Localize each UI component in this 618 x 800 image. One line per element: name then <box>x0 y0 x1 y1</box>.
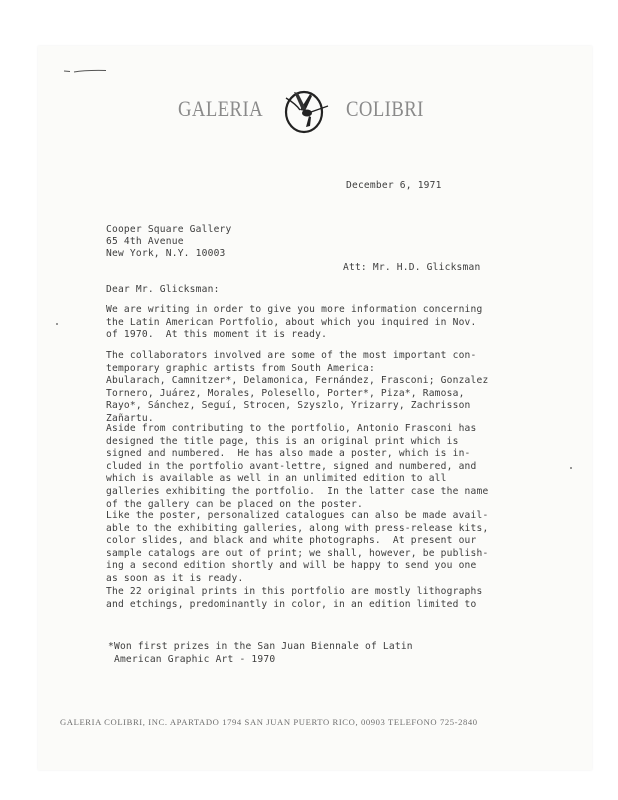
body-paragraph-3: Aside from contributing to the portfolio, Antonio Frasconi has designed the title page, this is an original print which is signed and numbered. He has also made a poster, which is in- cluded in the portfolio avant-lettre, signed and numbered, and which is available as well in an unlimited edition to all galleries exhibiting the portfolio. In the latter case the name of the gallery can be placed on the poster. <box>106 423 489 510</box>
paper-speck <box>56 323 58 325</box>
letter-date: December 6, 1971 <box>346 180 442 191</box>
recipient-line-3: New York, N.Y. 10003 <box>106 248 226 259</box>
footnote: *Won first prizes in the San Juan Biennale of Latin American Graphic Art - 1970 <box>108 641 413 665</box>
recipient-line-2: 65 4th Avenue <box>106 236 184 247</box>
pen-mark <box>62 68 108 74</box>
letterhead-footer: GALERIA COLIBRI, INC. APARTADO 1794 SAN JUAN PUERTO RICO, 00903 TELEFONO 725-2840 <box>60 717 478 727</box>
letterhead-name-right: COLIBRI <box>346 96 424 121</box>
body-paragraph-1: We are writing in order to give you more information concerning the Latin American Portfolio, about which you inquired in Nov. of 1970. At this moment it is ready. <box>106 304 483 341</box>
body-paragraph-2: The collaborators involved are some of the most important con- temporary graphic artists from South America: Abularach, Camnitzer*, Delamonica, Fernández, Frasconi; Gonzalez Tornero, Juárez, Morales, Polesello, Porter*, Piza*, Ramosa, Rayo*, Sánchez, Seguí, Strocen, Szyszlo, Yrizarry, Zachrisson Zañartu. <box>106 350 489 424</box>
letterhead-name-left: GALERIA <box>178 96 264 121</box>
attention-line: Att: Mr. H.D. Glicksman <box>343 262 481 273</box>
body-paragraph-5: The 22 original prints in this portfolio are mostly lithographs and etchings, predominantly in color, in an edition limited to <box>106 586 483 610</box>
salutation: Dear Mr. Glicksman: <box>106 284 220 295</box>
hummingbird-icon <box>276 84 332 136</box>
body-paragraph-4: Like the poster, personalized catalogues can also be made avail- able to the exhibiting galleries, along with press-release kits, color slides, and black and white photographs. At present our sample catalogs are out of print; we shall, however, be publish- ing a second edition shortly and will be happy to send you one as soon as it is ready. <box>106 510 489 584</box>
paper-speck <box>570 467 572 469</box>
recipient-line-1: Cooper Square Gallery <box>106 224 232 235</box>
